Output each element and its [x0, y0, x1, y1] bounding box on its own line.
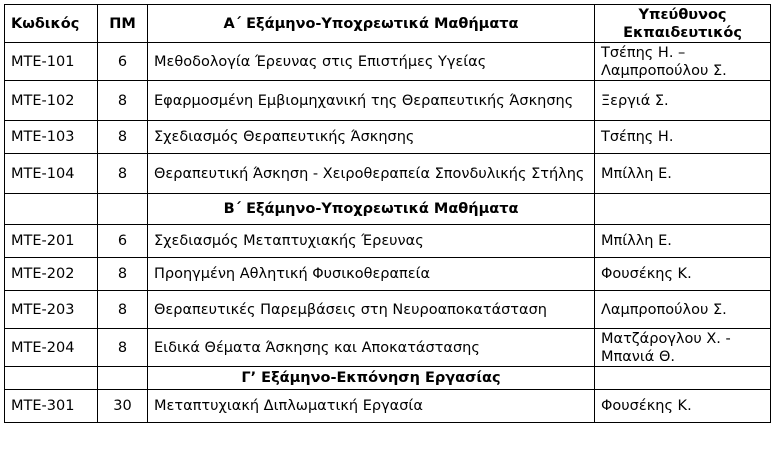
course-code: ΜΤΕ-103 — [5, 121, 98, 154]
course-credits: 8 — [98, 121, 148, 154]
table-row — [5, 258, 771, 291]
course-instructor: Λαμπροπούλου Σ. — [595, 291, 771, 329]
table-row — [5, 43, 771, 81]
course-title: Ειδικά Θέματα Άσκησης και Αποκατάστασης — [148, 329, 595, 367]
table-row — [5, 329, 771, 367]
course-code: ΜΤΕ-202 — [5, 258, 98, 291]
course-code: ΜΤΕ-204 — [5, 329, 98, 367]
course-credits: 6 — [98, 43, 148, 81]
section-c-heading: Γ’ Εξάμηνο-Εκπόνηση Εργασίας — [148, 367, 595, 390]
course-title: Μεταπτυχιακή Διπλωματική Εργασία — [148, 390, 595, 423]
course-title: Σχεδιασμός Θεραπευτικής Άσκησης — [148, 121, 595, 154]
course-instructor: Τσέπης Η. — [595, 121, 771, 154]
section-empty-cell — [5, 367, 98, 390]
table-row — [5, 225, 771, 258]
section-row — [5, 367, 771, 390]
section-empty-cell — [98, 194, 148, 225]
header-section-a: Α΄ Εξάμηνο-Υποχρεωτικά Μαθήματα — [148, 5, 595, 43]
course-instructor: Τσέπης Η. – Λαμπροπούλου Σ. — [595, 43, 771, 81]
header-row — [5, 5, 771, 43]
course-credits: 30 — [98, 390, 148, 423]
course-code: ΜΤΕ-301 — [5, 390, 98, 423]
course-title: Μεθοδολογία Έρευνας στις Επιστήμες Υγείας — [148, 43, 595, 81]
courses-table — [4, 4, 771, 423]
course-code: ΜΤΕ-201 — [5, 225, 98, 258]
course-instructor: Ξεργιά Σ. — [595, 81, 771, 121]
header-instructor: Υπεύθυνος Εκπαιδευτικός — [595, 5, 771, 43]
section-b-heading: Β΄ Εξάμηνο-Υποχρεωτικά Μαθήματα — [148, 194, 595, 225]
course-credits: 8 — [98, 258, 148, 291]
section-empty-cell — [595, 194, 771, 225]
course-credits: 8 — [98, 154, 148, 194]
header-code: Κωδικός — [5, 5, 98, 43]
course-credits: 6 — [98, 225, 148, 258]
course-title: Θεραπευτική Άσκηση - Χειροθεραπεία Σπονδυλικής Στήλης — [148, 154, 595, 194]
course-title: Προηγμένη Αθλητική Φυσικοθεραπεία — [148, 258, 595, 291]
table-row — [5, 291, 771, 329]
section-empty-cell — [5, 194, 98, 225]
course-code: ΜΤΕ-101 — [5, 43, 98, 81]
course-credits: 8 — [98, 81, 148, 121]
course-instructor: Μπίλλη Ε. — [595, 154, 771, 194]
course-credits: 8 — [98, 329, 148, 367]
header-credits: ΠΜ — [98, 5, 148, 43]
course-title: Θεραπευτικές Παρεμβάσεις στη Νευροαποκατάσταση — [148, 291, 595, 329]
course-credits: 8 — [98, 291, 148, 329]
course-instructor: Φουσέκης Κ. — [595, 258, 771, 291]
course-code: ΜΤΕ-104 — [5, 154, 98, 194]
course-instructor: Μπίλλη Ε. — [595, 225, 771, 258]
table-row — [5, 121, 771, 154]
course-title: Σχεδιασμός Μεταπτυχιακής Έρευνας — [148, 225, 595, 258]
course-code: ΜΤΕ-203 — [5, 291, 98, 329]
course-title: Εφαρμοσμένη Εμβιομηχανική της Θεραπευτικής Άσκησης — [148, 81, 595, 121]
section-row — [5, 194, 771, 225]
section-empty-cell — [98, 367, 148, 390]
course-instructor: Ματζάρογλου Χ. - Μπανιά Θ. — [595, 329, 771, 367]
course-instructor: Φουσέκης Κ. — [595, 390, 771, 423]
table-row — [5, 390, 771, 423]
table-row — [5, 154, 771, 194]
table-row — [5, 81, 771, 121]
course-code: ΜΤΕ-102 — [5, 81, 98, 121]
section-empty-cell — [595, 367, 771, 390]
